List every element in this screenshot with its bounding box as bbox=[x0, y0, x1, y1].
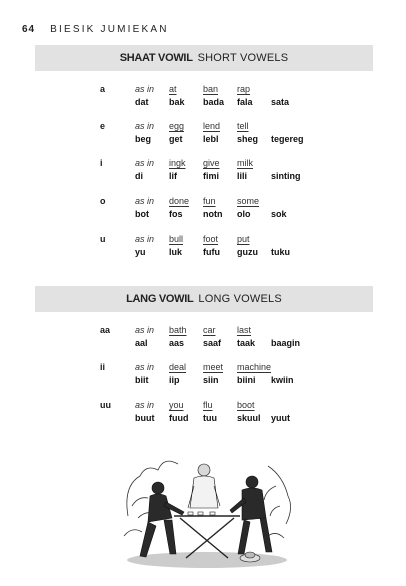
jamaican-word: taak bbox=[237, 338, 256, 348]
jamaican-word: sok bbox=[271, 209, 287, 219]
as-in-label: as in bbox=[135, 234, 155, 244]
jamaican-word: lili bbox=[237, 171, 248, 181]
short-vowels-banner bbox=[35, 45, 373, 71]
jamaican-word: dat bbox=[135, 97, 149, 107]
jamaican-word: kwiin bbox=[271, 375, 294, 385]
jamaican-word: biit bbox=[135, 375, 149, 385]
jamaican-word: bada bbox=[203, 97, 225, 107]
as-in-label: as in bbox=[135, 158, 155, 168]
jamaican-word: fuud bbox=[169, 413, 189, 423]
english-word: ingk bbox=[169, 158, 186, 168]
jamaican-word: siin bbox=[203, 375, 219, 385]
english-examples bbox=[0, 234, 406, 246]
jamaican-word: saaf bbox=[203, 338, 222, 348]
english-word: flu bbox=[203, 400, 213, 410]
english-word: some bbox=[237, 196, 260, 206]
english-word: bath bbox=[169, 325, 187, 335]
jamaican-word: baagin bbox=[271, 338, 301, 348]
jamaican-word: sata bbox=[271, 97, 290, 107]
vowel-label: ii bbox=[100, 362, 106, 372]
jamaican-word: get bbox=[169, 134, 183, 144]
english-word: fun bbox=[203, 196, 216, 206]
long-vowels-title-english: LONG VOWELS bbox=[198, 293, 282, 305]
short-vowels-title-english: SHORT VOWELS bbox=[197, 52, 289, 64]
english-word: tell bbox=[237, 121, 249, 131]
jamaican-word: fufu bbox=[203, 247, 220, 257]
jamaican-word: luk bbox=[169, 247, 183, 257]
jamaican-examples bbox=[0, 134, 406, 146]
vowel-row-aa bbox=[0, 325, 406, 355]
jamaican-word: lebl bbox=[203, 134, 219, 144]
vowel-label: uu bbox=[100, 400, 111, 410]
english-examples bbox=[0, 400, 406, 412]
jamaican-examples bbox=[0, 171, 406, 183]
jamaican-word: tuu bbox=[203, 413, 217, 423]
short-vowels-title-jamaican: SHAAT VOWIL bbox=[119, 52, 193, 64]
long-vowels-banner bbox=[35, 286, 373, 312]
running-title: BIESIK JUMIEKAN bbox=[50, 24, 169, 35]
vowel-row-ii bbox=[0, 362, 406, 392]
english-word: ban bbox=[203, 84, 219, 94]
english-word: put bbox=[237, 234, 250, 244]
jamaican-word: guzu bbox=[237, 247, 258, 257]
jamaican-examples bbox=[0, 413, 406, 425]
english-word: done bbox=[169, 196, 190, 206]
english-word: boot bbox=[237, 400, 255, 410]
jamaican-word: sheg bbox=[237, 134, 259, 144]
jamaican-examples bbox=[0, 375, 406, 387]
vowel-row-i bbox=[0, 158, 406, 188]
jamaican-examples bbox=[0, 97, 406, 109]
as-in-label: as in bbox=[135, 362, 155, 372]
vowel-row-a bbox=[0, 84, 406, 114]
jamaican-word: notn bbox=[203, 209, 223, 219]
vowel-label: a bbox=[100, 84, 106, 94]
english-word: milk bbox=[237, 158, 253, 168]
english-examples bbox=[0, 325, 406, 337]
jamaican-word: yuut bbox=[271, 413, 290, 423]
jamaican-word: fimi bbox=[203, 171, 220, 181]
jamaican-word: beg bbox=[135, 134, 152, 144]
as-in-label: as in bbox=[135, 325, 155, 335]
vowel-label: o bbox=[100, 196, 106, 206]
english-word: lend bbox=[203, 121, 221, 131]
jamaican-word: iip bbox=[169, 375, 180, 385]
jamaican-word: fos bbox=[169, 209, 183, 219]
vowel-label: e bbox=[100, 121, 106, 131]
vowel-row-uu bbox=[0, 400, 406, 430]
as-in-label: as in bbox=[135, 84, 155, 94]
jamaican-examples bbox=[0, 209, 406, 221]
men-playing-dominoes-illustration bbox=[118, 446, 296, 570]
english-word: egg bbox=[169, 121, 185, 131]
english-word: you bbox=[169, 400, 184, 410]
vowel-row-e bbox=[0, 121, 406, 151]
as-in-label: as in bbox=[135, 400, 155, 410]
jamaican-word: yu bbox=[135, 247, 146, 257]
vowel-label: aa bbox=[100, 325, 111, 335]
english-examples bbox=[0, 158, 406, 170]
vowel-row-u bbox=[0, 234, 406, 264]
jamaican-word: bak bbox=[169, 97, 185, 107]
jamaican-word: tegereg bbox=[271, 134, 304, 144]
english-word: deal bbox=[169, 362, 187, 372]
jamaican-word: tuku bbox=[271, 247, 290, 257]
english-word: bull bbox=[169, 234, 184, 244]
english-word: last bbox=[237, 325, 252, 335]
english-word: machine bbox=[237, 362, 272, 372]
as-in-label: as in bbox=[135, 196, 155, 206]
jamaican-word: bot bbox=[135, 209, 149, 219]
english-word: car bbox=[203, 325, 216, 335]
page-number: 64 bbox=[22, 24, 36, 35]
english-examples bbox=[0, 84, 406, 96]
english-examples bbox=[0, 121, 406, 133]
jamaican-word: buut bbox=[135, 413, 155, 423]
english-word: foot bbox=[203, 234, 219, 244]
jamaican-word: biini bbox=[237, 375, 256, 385]
vowel-row-o bbox=[0, 196, 406, 226]
jamaican-word: aal bbox=[135, 338, 148, 348]
english-examples bbox=[0, 196, 406, 208]
jamaican-examples bbox=[0, 247, 406, 259]
jamaican-word: fala bbox=[237, 97, 253, 107]
jamaican-word: di bbox=[135, 171, 143, 181]
as-in-label: as in bbox=[135, 121, 155, 131]
long-vowels-title-jamaican: LANG VOWIL bbox=[126, 293, 194, 305]
vowel-label: i bbox=[100, 158, 103, 168]
english-word: at bbox=[169, 84, 177, 94]
jamaican-word: lif bbox=[169, 171, 177, 181]
vowel-label: u bbox=[100, 234, 106, 244]
running-head bbox=[22, 24, 169, 35]
jamaican-word: sinting bbox=[271, 171, 301, 181]
jamaican-word: olo bbox=[237, 209, 251, 219]
english-examples bbox=[0, 362, 406, 374]
english-word: rap bbox=[237, 84, 251, 94]
english-word: meet bbox=[203, 362, 224, 372]
english-word: give bbox=[203, 158, 220, 168]
jamaican-word: skuul bbox=[237, 413, 261, 423]
jamaican-word: aas bbox=[169, 338, 185, 348]
jamaican-examples bbox=[0, 338, 406, 350]
